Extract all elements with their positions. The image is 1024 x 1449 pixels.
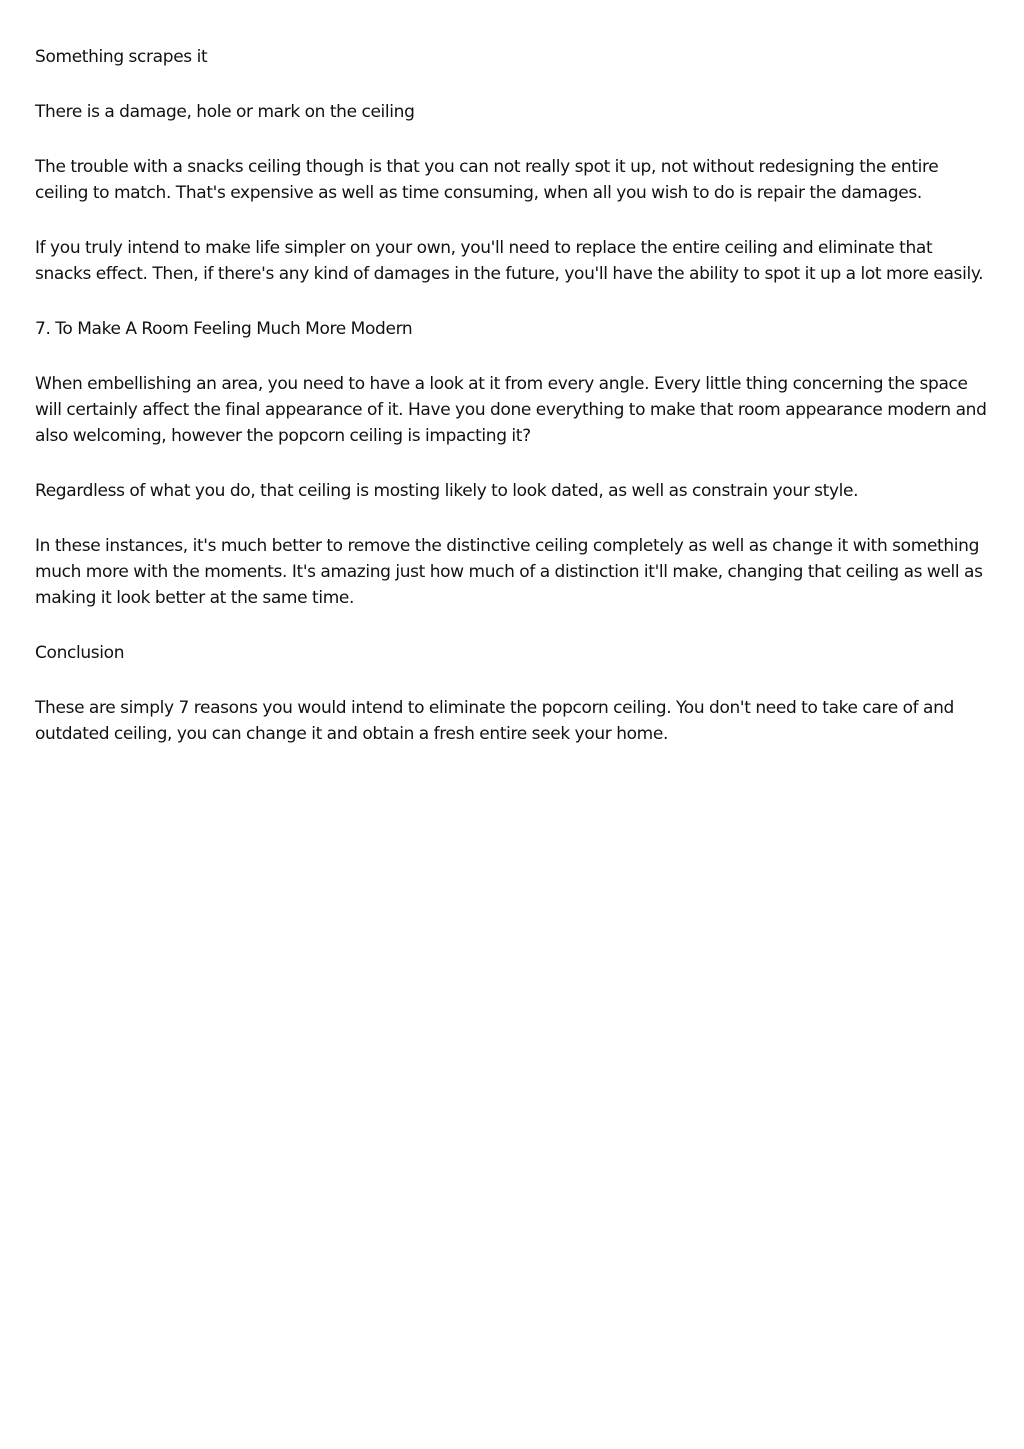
section-heading-modern-room: 7. To Make A Room Feeling Much More Modern	[35, 319, 413, 339]
paragraph-ceiling-looks-dated: Regardless of what you do, that ceiling is mosting likely to look dated, as well as constrain your style.	[35, 481, 859, 501]
paragraph-damage-hole-mark: There is a damage, hole or mark on the ceiling	[35, 102, 415, 122]
document-page	[35, 44, 990, 776]
paragraph-snacks-ceiling-trouble: The trouble with a snacks ceiling though is that you can not really spot it up, not without redesigning the entire ceiling to match. That's expensive as well as time consuming, when all you wish to do is repair the damages.	[35, 157, 939, 203]
section-heading-conclusion: Conclusion	[35, 643, 125, 663]
paragraph-embellishing-area: When embellishing an area, you need to have a look at it from every angle. Every little thing concerning the space will certainly affect the final appearance of it. Have you done everything to make that room appearance modern and also welcoming, however the popcorn ceiling is impacting it?	[35, 374, 987, 446]
paragraph-conclusion-body: These are simply 7 reasons you would intend to eliminate the popcorn ceiling. You don't need to take care of and outdated ceiling, you can change it and obtain a fresh entire seek your home.	[35, 698, 954, 744]
paragraph-replace-entire-ceiling: If you truly intend to make life simpler on your own, you'll need to replace the entire ceiling and eliminate that snacks effect. Then, if there's any kind of damages in the future, you'll have the ability to spot it up a lot more easily.	[35, 238, 984, 284]
paragraph-something-scrapes: Something scrapes it	[35, 47, 208, 67]
paragraph-remove-distinctive-ceiling: In these instances, it's much better to remove the distinctive ceiling completely as well as change it with something much more with the moments. It's amazing just how much of a distinction it'll make, changing that ceiling as well as making it look better at the same time.	[35, 536, 983, 608]
